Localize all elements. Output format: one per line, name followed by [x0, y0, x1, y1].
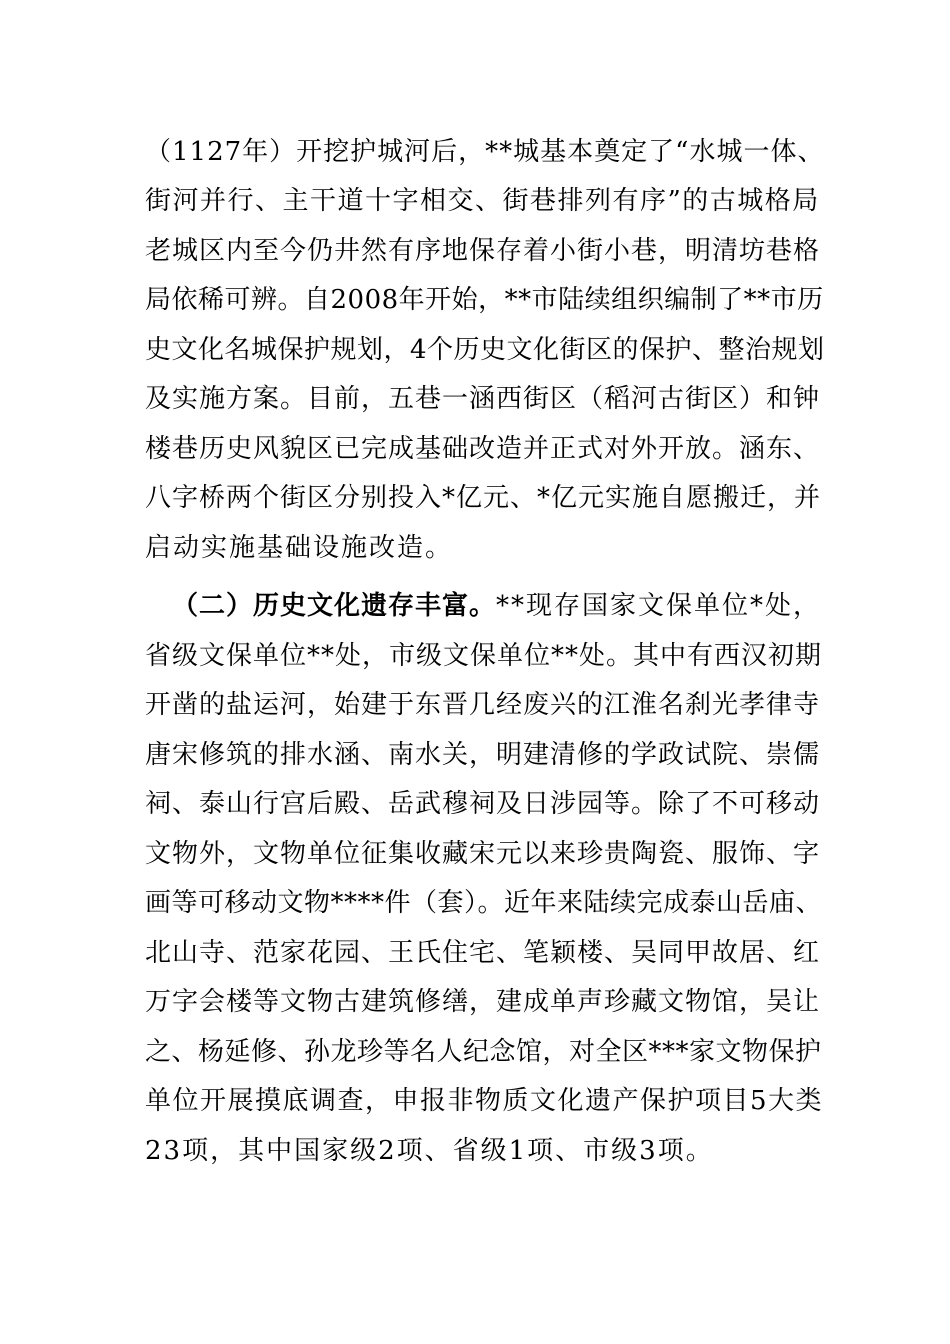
section-heading: （二）历史文化遗存丰富。: [172, 591, 497, 621]
text-line: 万字会楼等文物古建筑修缮，建成单声珍藏文物馆，吴让: [145, 987, 821, 1017]
text-line: 画等可移动文物****件（套）。近年来陆续完成泰山岳庙、: [145, 888, 823, 918]
text-line: 局依稀可辨。自2008年开始，**市陆续组织编制了**市历: [145, 285, 824, 315]
text-line: 八字桥两个街区分别投入*亿元、*亿元实施自愿搬迁，并: [145, 483, 822, 513]
text-line: 楼巷历史风貌区已完成基础改造并正式对外开放。涵东、: [145, 434, 821, 464]
text-line: 北山寺、范家花园、王氏住宅、笔颖楼、吴同甲故居、红: [145, 938, 821, 968]
text-line: 文物外，文物单位征集收藏宋元以来珍贵陶瓷、服饰、字: [145, 839, 821, 869]
text-line: 及实施方案。目前，五巷一涵西街区（稻河古街区）和钟: [145, 384, 821, 414]
text-line: 唐宋修筑的排水涵、南水关，明建清修的学政试院、崇儒: [145, 740, 821, 770]
text-line: （1127年）开挖护城河后，**城基本奠定了“水城一体、: [145, 137, 825, 167]
heading-line-text: **现存国家文保单位*处，: [496, 591, 822, 621]
text-line: 23项，其中国家级2项、省级1项、市级3项。: [145, 1136, 714, 1166]
text-line: 祠、泰山行宫后殿、岳武穆祠及日涉园等。除了不可移动: [145, 789, 821, 819]
text-line: 街河并行、主干道十字相交、街巷排列有序”的古城格局: [145, 186, 820, 216]
text-line: 老城区内至今仍井然有序地保存着小街小巷，明清坊巷格: [145, 236, 821, 266]
text-line: 省级文保单位**处，市级文保单位**处。其中有西汉初期: [145, 641, 823, 671]
text-line: 启动实施基础设施改造。: [145, 533, 454, 563]
text-line: 之、杨延修、孙龙珍等名人纪念馆，对全区***家文物保护: [145, 1037, 822, 1067]
text-line: 史文化名城保护规划，4个历史文化街区的保护、整治规划: [145, 335, 825, 365]
section-heading-line: [172, 589, 852, 623]
text-line: 单位开展摸底调查，申报非物质文化遗产保护项目5大类: [145, 1086, 824, 1116]
text-line: 开凿的盐运河，始建于东晋几经废兴的江淮名刹光孝律寺: [145, 690, 821, 720]
